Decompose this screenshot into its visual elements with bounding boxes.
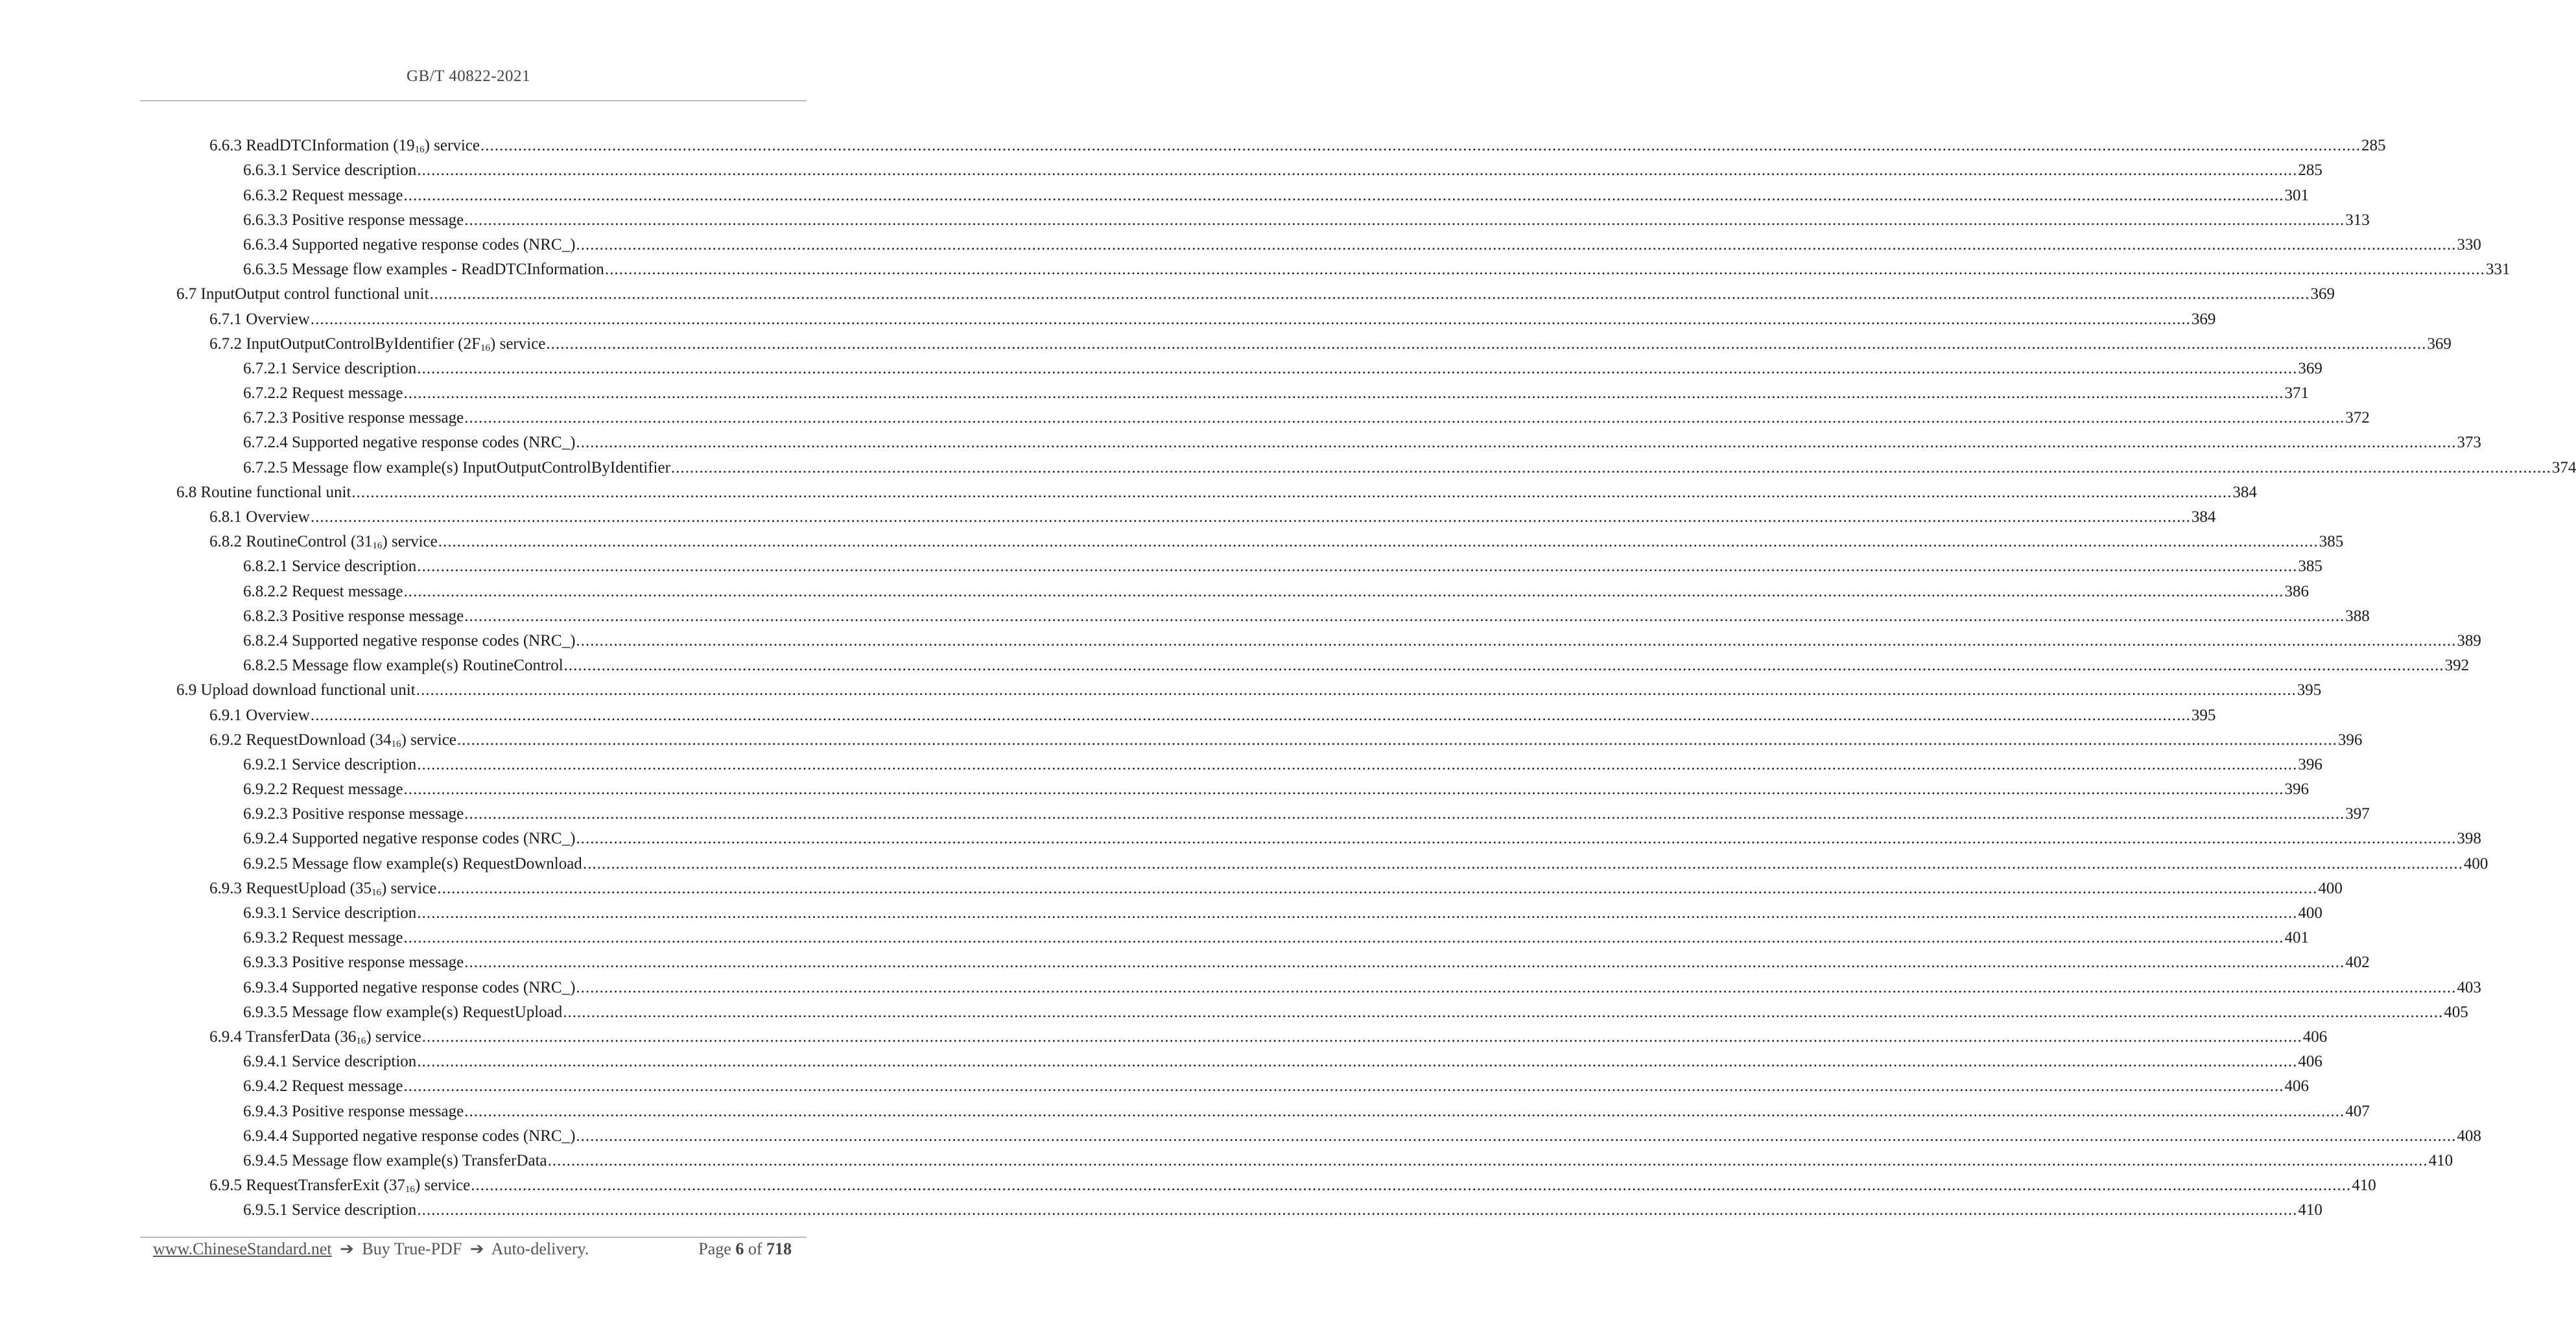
dot-leader: ................................................................................................................................................................................................................................................................................................................................................................................................................ [464, 1102, 2345, 1120]
buy-pdf-text: Buy True-PDF [362, 1239, 462, 1258]
toc-page-number: 373 [2457, 434, 2481, 452]
toc-page-number: 401 [2284, 929, 2309, 947]
toc-title-text: 6.9.3.4 Supported negative response codes (NRC_) [243, 978, 576, 996]
toc-title-text: 6.9.5 RequestTransferExit (37 [209, 1177, 405, 1195]
toc-entry[interactable] [0, 998, 2468, 1022]
page-word: Page [698, 1239, 731, 1258]
dot-leader: ................................................................................................................................................................................................................................................................................................................................................................................................................ [670, 458, 2551, 476]
toc-entry-title [243, 656, 563, 675]
toc-title-text: 6.9.2.2 Request message [243, 780, 403, 799]
toc-entry[interactable] [0, 972, 2481, 997]
toc-entry[interactable] [0, 700, 2216, 725]
dot-leader: ................................................................................................................................................................................................................................................................................................................................................................................................................ [576, 830, 2457, 848]
toc-page-number: 406 [2302, 1027, 2328, 1046]
toc-entry-title [243, 829, 575, 849]
toc-title-text: 6.9.3.1 Service description [243, 904, 417, 922]
toc-page-number: 389 [2457, 631, 2481, 650]
toc-entry[interactable] [0, 403, 2370, 428]
toc-entry[interactable] [0, 725, 2363, 750]
current-page-number: 6 [735, 1239, 744, 1258]
toc-entry-title [243, 458, 670, 478]
dot-leader: ................................................................................................................................................................................................................................................................................................................................................................................................................ [438, 533, 2319, 551]
toc-title-text: 6.9.2 RequestDownload (34 [209, 731, 392, 749]
toc-page-number: 400 [2298, 904, 2322, 922]
toc-title-text: 6.9.4 TransferData (36 [209, 1027, 357, 1046]
toc-entry-title [243, 1077, 403, 1096]
toc-entry[interactable] [0, 775, 2309, 799]
toc-page-number: 403 [2457, 978, 2481, 996]
toc-title-text: 6.8.1 Overview [209, 508, 310, 526]
dot-leader: ................................................................................................................................................................................................................................................................................................................................................................................................................ [310, 310, 2191, 328]
toc-entry-title [243, 978, 575, 998]
toc-entry[interactable] [0, 750, 2322, 775]
dot-leader: ................................................................................................................................................................................................................................................................................................................................................................................................................ [563, 1003, 2444, 1021]
of-word: of [748, 1239, 762, 1258]
toc-entry-title [243, 557, 416, 576]
toc-entry[interactable] [0, 1146, 2453, 1171]
toc-title-text: 6.9.2.5 Message flow example(s) RequestDownload [243, 854, 582, 873]
dot-leader: ................................................................................................................................................................................................................................................................................................................................................................................................................ [456, 731, 2337, 749]
toc-page-number: 385 [2319, 533, 2344, 551]
dot-leader: ................................................................................................................................................................................................................................................................................................................................................................................................................ [403, 780, 2284, 799]
toc-title-text: 6.9.2.1 Service description [243, 755, 417, 773]
dot-leader: ................................................................................................................................................................................................................................................................................................................................................................................................................ [464, 409, 2345, 427]
toc-entry-title [209, 879, 436, 898]
dot-leader: ................................................................................................................................................................................................................................................................................................................................................................................................................ [310, 706, 2191, 724]
dot-leader: ................................................................................................................................................................................................................................................................................................................................................................................................................ [464, 954, 2345, 972]
toc-entry-title [243, 607, 464, 626]
dot-leader: ................................................................................................................................................................................................................................................................................................................................................................................................................ [471, 1177, 2352, 1195]
toc-entry-title [209, 310, 310, 329]
toc-title-text: 6.9.4.4 Supported negative response codes (NRC_) [243, 1127, 576, 1145]
toc-page-number: 396 [2337, 731, 2363, 749]
dot-leader: ................................................................................................................................................................................................................................................................................................................................................................................................................ [464, 805, 2345, 823]
toc-page-number: 384 [2232, 483, 2257, 501]
toc-title-text: 6.9.3 RequestUpload (35 [209, 879, 372, 897]
dot-leader: ................................................................................................................................................................................................................................................................................................................................................................................................................ [310, 508, 2191, 526]
hex-subscript: 16 [480, 342, 491, 353]
dot-leader: ................................................................................................................................................................................................................................................................................................................................................................................................................ [576, 978, 2457, 996]
toc-entry[interactable] [0, 1072, 2309, 1096]
toc-page-number: 384 [2191, 508, 2216, 526]
toc-title-text: 6.8.2.4 Supported negative response codes (NRC_) [243, 631, 576, 650]
toc-page-number: 402 [2345, 954, 2370, 972]
dot-leader: ................................................................................................................................................................................................................................................................................................................................................................................................................ [480, 137, 2361, 155]
toc-title-text: 6.9.4.3 Positive response message [243, 1102, 464, 1120]
toc-title-text: 6.9 Upload download functional unit [176, 681, 416, 699]
toc-entry[interactable] [0, 1096, 2370, 1121]
dot-leader: ................................................................................................................................................................................................................................................................................................................................................................................................................ [351, 483, 2232, 501]
toc-entry-title [243, 755, 416, 775]
toc-title-text: 6.9.4.5 Message flow example(s) TransferData [243, 1151, 547, 1169]
toc-page-number: 405 [2444, 1003, 2468, 1021]
toc-entry[interactable] [0, 156, 2322, 180]
toc-entry-title [209, 136, 480, 156]
website-link[interactable]: www.ChineseStandard.net [153, 1239, 332, 1258]
toc-entry-title [243, 1201, 416, 1220]
dot-leader: ................................................................................................................................................................................................................................................................................................................................................................................................................ [403, 186, 2284, 204]
toc-entry-title [243, 186, 403, 205]
toc-page-number: 371 [2284, 384, 2309, 403]
toc-entry-title [243, 780, 403, 799]
toc-page-number: 369 [2427, 334, 2452, 353]
right-arrow-icon: ➔ [469, 1239, 484, 1258]
toc-title-text: 6.9.1 Overview [209, 706, 310, 724]
toc-entry-title [243, 1003, 562, 1022]
toc-title-text: 6.8 Routine functional unit [176, 483, 351, 501]
dot-leader: ................................................................................................................................................................................................................................................................................................................................................................................................................ [417, 161, 2298, 180]
dot-leader: ................................................................................................................................................................................................................................................................................................................................................................................................................ [421, 1027, 2302, 1046]
toc-entry-title [243, 235, 575, 255]
toc-title-text: 6.7.1 Overview [209, 310, 310, 328]
toc-entry-title [243, 1151, 547, 1171]
toc-title-text: 6.8.2 RoutineControl (31 [209, 533, 373, 551]
dot-leader: ................................................................................................................................................................................................................................................................................................................................................................................................................ [464, 607, 2345, 625]
page-footer [153, 1239, 792, 1265]
dot-leader: ................................................................................................................................................................................................................................................................................................................................................................................................................ [604, 261, 2485, 279]
dot-leader: ................................................................................................................................................................................................................................................................................................................................................................................................................ [416, 681, 2297, 699]
dot-leader: ................................................................................................................................................................................................................................................................................................................................................................................................................ [546, 334, 2427, 353]
toc-entry[interactable] [0, 1047, 2322, 1072]
toc-page-number: 374 [2551, 458, 2576, 476]
dot-leader: ................................................................................................................................................................................................................................................................................................................................................................................................................ [563, 657, 2444, 675]
hex-subscript: 16 [391, 738, 401, 749]
toc-entry[interactable] [0, 527, 2344, 552]
toc-entry-title [209, 532, 438, 552]
toc-entry[interactable] [0, 849, 2488, 873]
toc-page-number: 369 [2191, 310, 2216, 328]
dot-leader: ................................................................................................................................................................................................................................................................................................................................................................................................................ [417, 359, 2298, 377]
toc-title-text: 6.9.2.3 Positive response message [243, 805, 464, 823]
document-header: GB/T 40822-2021 [406, 67, 531, 85]
toc-entry[interactable] [0, 428, 2481, 452]
toc-entry[interactable] [0, 478, 2257, 502]
toc-entry[interactable] [0, 1121, 2481, 1146]
toc-title-text: 6.6.3 ReadDTCInformation (19 [209, 137, 415, 155]
toc-entry-title [243, 359, 416, 379]
dot-leader: ................................................................................................................................................................................................................................................................................................................................................................................................................ [576, 631, 2457, 650]
toc-entry[interactable] [0, 1022, 2328, 1047]
toc-entry-title [209, 731, 456, 750]
toc-page-number: 395 [2297, 681, 2322, 699]
toc-entry-title [243, 904, 416, 923]
toc-entry-title [209, 508, 310, 527]
toc-entry[interactable] [0, 304, 2216, 329]
toc-entry-title [243, 928, 403, 948]
toc-entry[interactable] [0, 898, 2322, 923]
toc-title-text: 6.7.2.5 Message flow example(s) InputOutputControlByIdentifier [243, 458, 670, 476]
toc-entry[interactable] [0, 379, 2309, 403]
toc-entry-title [243, 1127, 575, 1146]
toc-title-text: 6.9.4.2 Request message [243, 1077, 403, 1096]
toc-title-suffix: ) service [382, 533, 438, 551]
toc-entry[interactable] [0, 329, 2452, 354]
toc-title-text: 6.7.2.3 Positive response message [243, 409, 464, 427]
toc-title-suffix: ) service [414, 1177, 471, 1195]
dot-leader: ................................................................................................................................................................................................................................................................................................................................................................................................................ [403, 1077, 2284, 1096]
toc-page-number: 395 [2191, 706, 2216, 724]
hex-subscript: 16 [372, 541, 383, 552]
hex-subscript: 16 [356, 1035, 366, 1046]
footer-promo [153, 1239, 589, 1259]
dot-leader: ................................................................................................................................................................................................................................................................................................................................................................................................................ [403, 929, 2284, 947]
toc-page-number: 400 [2463, 854, 2488, 873]
toc-entry-title [243, 161, 416, 180]
dot-leader: ................................................................................................................................................................................................................................................................................................................................................................................................................ [417, 1053, 2298, 1071]
toc-entry-title [243, 384, 403, 403]
toc-page-number: 301 [2284, 186, 2309, 204]
toc-entry[interactable] [0, 874, 2343, 898]
dot-leader: ................................................................................................................................................................................................................................................................................................................................................................................................................ [576, 235, 2457, 253]
toc-entry[interactable] [0, 552, 2322, 576]
hex-subscript: 16 [371, 887, 381, 898]
toc-page-number: 410 [2298, 1201, 2322, 1219]
toc-title-text: 6.7.2.1 Service description [243, 359, 417, 377]
toc-entry[interactable] [0, 675, 2322, 700]
toc-entry-title [209, 706, 310, 725]
total-page-count: 718 [766, 1239, 792, 1258]
toc-page-number: 313 [2345, 211, 2370, 229]
toc-title-suffix: ) service [366, 1027, 421, 1046]
toc-entry-title [243, 1102, 464, 1121]
dot-leader: ................................................................................................................................................................................................................................................................................................................................................................................................................ [403, 582, 2284, 600]
toc-title-text: 6.8.2.5 Message flow example(s) RoutineControl [243, 657, 563, 675]
toc-title-text: 6.6.3.1 Service description [243, 161, 417, 180]
toc-entry-title [209, 1027, 421, 1047]
toc-title-text: 6.9.3.3 Positive response message [243, 954, 464, 972]
toc-entry-title [243, 433, 575, 452]
toc-entry-title [176, 681, 416, 700]
dot-leader: ................................................................................................................................................................................................................................................................................................................................................................................................................ [417, 1201, 2298, 1219]
toc-title-text: 6.7 InputOutput control functional unit [176, 285, 429, 303]
toc-title-text: 6.6.3.4 Supported negative response codes (NRC_) [243, 235, 576, 253]
toc-page-number: 406 [2298, 1053, 2322, 1071]
toc-entry-title [176, 285, 429, 304]
toc-page-number: 330 [2457, 235, 2481, 253]
toc-entry[interactable] [0, 799, 2370, 824]
toc-page-number: 410 [2428, 1151, 2453, 1169]
dot-leader: ................................................................................................................................................................................................................................................................................................................................................................................................................ [417, 904, 2298, 922]
toc-title-text: 6.9.2.4 Supported negative response codes (NRC_) [243, 830, 576, 848]
toc-entry[interactable] [0, 602, 2370, 626]
toc-entry[interactable] [0, 1171, 2376, 1195]
toc-entry[interactable] [0, 923, 2309, 948]
toc-entry[interactable] [0, 131, 2386, 156]
toc-entry[interactable] [0, 502, 2216, 527]
toc-entry[interactable] [0, 948, 2370, 972]
toc-title-suffix: ) service [490, 334, 546, 353]
toc-entry[interactable] [0, 354, 2322, 379]
toc-page-number: 369 [2298, 359, 2322, 377]
toc-page-number: 372 [2345, 409, 2370, 427]
toc-page-number: 285 [2361, 137, 2386, 155]
toc-entry-title [209, 1176, 470, 1195]
toc-entry[interactable] [0, 824, 2481, 849]
toc-entry[interactable] [0, 205, 2370, 230]
toc-page-number: 396 [2298, 755, 2322, 773]
toc-entry[interactable] [0, 230, 2481, 255]
toc-entry[interactable] [0, 1195, 2322, 1220]
table-of-contents [0, 131, 2576, 1220]
toc-page-number: 408 [2457, 1127, 2481, 1145]
toc-page-number: 407 [2345, 1102, 2370, 1120]
toc-entry-title [243, 408, 464, 428]
dot-leader: ................................................................................................................................................................................................................................................................................................................................................................................................................ [429, 285, 2310, 303]
toc-entry[interactable] [0, 180, 2309, 205]
dot-leader: ................................................................................................................................................................................................................................................................................................................................................................................................................ [576, 1127, 2457, 1145]
toc-page-number: 331 [2485, 261, 2511, 279]
dot-leader: ................................................................................................................................................................................................................................................................................................................................................................................................................ [403, 384, 2284, 403]
dot-leader: ................................................................................................................................................................................................................................................................................................................................................................................................................ [582, 854, 2463, 873]
toc-title-text: 6.8.2.1 Service description [243, 557, 417, 576]
toc-title-text: 6.6.3.2 Request message [243, 186, 403, 204]
toc-page-number: 397 [2345, 805, 2370, 823]
toc-page-number: 388 [2345, 607, 2370, 625]
header-divider [140, 100, 807, 101]
dot-leader: ................................................................................................................................................................................................................................................................................................................................................................................................................ [576, 434, 2457, 452]
toc-page-number: 410 [2352, 1177, 2376, 1195]
toc-title-text: 6.6.3.3 Positive response message [243, 211, 464, 229]
hex-subscript: 16 [414, 145, 425, 156]
toc-title-text: 6.6.3.5 Message flow examples - ReadDTCInformation [243, 261, 604, 279]
toc-title-text: 6.9.3.2 Request message [243, 929, 403, 947]
toc-entry-title [243, 854, 582, 874]
toc-entry-title [243, 211, 464, 230]
toc-title-text: 6.7.2.2 Request message [243, 384, 403, 403]
toc-entry-title [243, 582, 403, 602]
toc-title-text: 6.9.5.1 Service description [243, 1201, 417, 1219]
toc-entry-title [176, 483, 351, 502]
toc-title-text: 6.7.2.4 Supported negative response codes (NRC_) [243, 434, 576, 452]
toc-page-number: 400 [2318, 879, 2343, 897]
toc-title-text: 6.9.3.5 Message flow example(s) RequestUpload [243, 1003, 563, 1021]
toc-title-text: 6.8.2.2 Request message [243, 582, 403, 600]
toc-title-suffix: ) service [381, 879, 437, 897]
auto-delivery-text: Auto-delivery. [491, 1239, 589, 1258]
toc-entry[interactable] [0, 452, 2576, 477]
hex-subscript: 16 [405, 1184, 415, 1195]
dot-leader: ................................................................................................................................................................................................................................................................................................................................................................................................................ [417, 755, 2298, 773]
toc-page-number: 369 [2310, 285, 2335, 303]
toc-entry-title [243, 631, 575, 651]
toc-entry[interactable] [0, 626, 2481, 651]
toc-entry-title [243, 804, 464, 824]
toc-title-text: 6.8.2.3 Positive response message [243, 607, 464, 625]
toc-page-number: 285 [2298, 161, 2322, 180]
toc-page-number: 392 [2444, 657, 2470, 675]
toc-page-number: 398 [2457, 830, 2481, 848]
toc-title-text: 6.9.4.1 Service description [243, 1053, 417, 1071]
toc-page-number: 406 [2284, 1077, 2309, 1096]
dot-leader: ................................................................................................................................................................................................................................................................................................................................................................................................................ [417, 557, 2298, 576]
right-arrow-icon: ➔ [340, 1239, 354, 1258]
dot-leader: ................................................................................................................................................................................................................................................................................................................................................................................................................ [547, 1151, 2428, 1169]
toc-title-suffix: ) service [424, 137, 480, 155]
dot-leader: ................................................................................................................................................................................................................................................................................................................................................................................................................ [464, 211, 2345, 229]
toc-entry-title [243, 953, 464, 972]
toc-entry[interactable] [0, 651, 2470, 675]
toc-entry-title [209, 334, 545, 354]
toc-page-number: 385 [2298, 557, 2322, 576]
toc-entry-title [243, 260, 604, 279]
toc-entry[interactable] [0, 576, 2309, 601]
toc-page-number: 386 [2284, 582, 2309, 600]
page-counter [698, 1239, 792, 1259]
toc-page-number: 396 [2284, 780, 2309, 799]
toc-entry[interactable] [0, 279, 2335, 304]
dot-leader: ................................................................................................................................................................................................................................................................................................................................................................................................................ [437, 879, 2318, 897]
toc-title-text: 6.7.2 InputOutputControlByIdentifier (2F [209, 334, 481, 353]
toc-entry-title [243, 1052, 416, 1072]
toc-title-suffix: ) service [401, 731, 456, 749]
toc-entry[interactable] [0, 255, 2511, 279]
